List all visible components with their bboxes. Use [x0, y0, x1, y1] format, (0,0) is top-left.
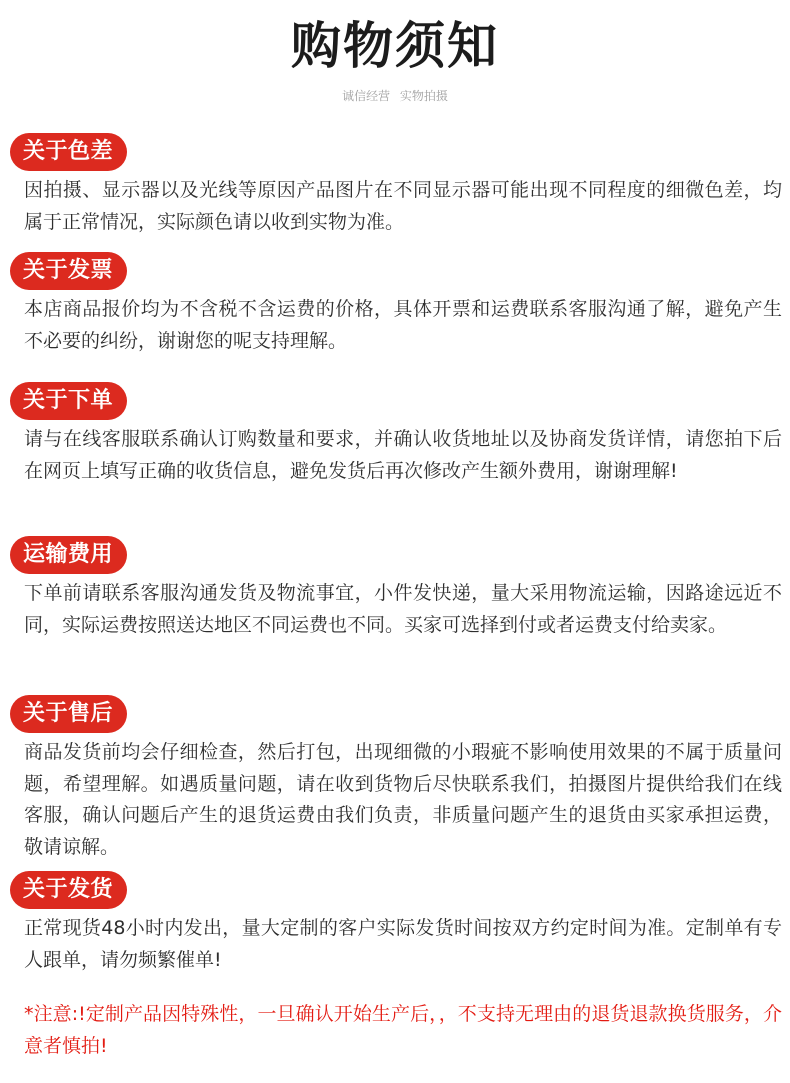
section-text: 正常现货48小时内发出，量大定制的客户实际发货时间按双方约定时间为准。定制单有专人跟单，请勿频繁催单! [24, 917, 782, 971]
section-after-sales [10, 695, 782, 863]
page-title: 购物须知 [291, 17, 499, 75]
section-badge: 关于售后 [10, 695, 127, 733]
section-text: 商品发货前均会仔细检查，然后打包，出现细微的小瑕疵不影响使用效果的不属于质量问题，希望理解。如遇质量问题，请在收到货物后尽快联系我们，拍摄图片提供给我们在线客服，确认问题后产生的退货运费由我们负责，非质量问题产生的退货由买家承担运费，敬请谅解。 [24, 741, 782, 858]
section-shipping-cost [10, 536, 782, 641]
custom-order-notice: *注意:!定制产品因特殊性，一旦确认开始生产后，，不支持无理由的退货退款换货服务，介意者慎拍! [24, 1003, 782, 1057]
section-color-difference [10, 133, 782, 238]
section-ordering [10, 382, 782, 487]
section-delivery [10, 871, 782, 976]
page-subtitle: 诚信经营 实物拍摄 [342, 89, 448, 103]
section-text: 本店商品报价均为不含税不含运费的价格，具体开票和运费联系客服沟通了解，避免产生不必要的纠纷，谢谢您的呢支持理解。 [24, 298, 782, 352]
section-badge: 运输费用 [10, 536, 127, 574]
section-badge: 关于色差 [10, 133, 127, 171]
section-badge: 关于下单 [10, 382, 127, 420]
section-badge: 关于发货 [10, 871, 127, 909]
section-badge: 关于发票 [10, 252, 127, 290]
section-text: 下单前请联系客服沟通发货及物流事宜，小件发快递，量大采用物流运输，因路途远近不同，实际运费按照送达地区不同运费也不同。买家可选择到付或者运费支付给卖家。 [24, 582, 782, 636]
section-text: 因拍摄、显示器以及光线等原因产品图片在不同显示器可能出现不同程度的细微色差，均属于正常情况，实际颜色请以收到实物为准。 [24, 179, 782, 233]
section-text: 请与在线客服联系确认订购数量和要求，并确认收货地址以及协商发货详情，请您拍下后在网页上填写正确的收货信息，避免发货后再次修改产生额外费用，谢谢理解! [24, 428, 782, 482]
section-invoice [10, 252, 782, 357]
